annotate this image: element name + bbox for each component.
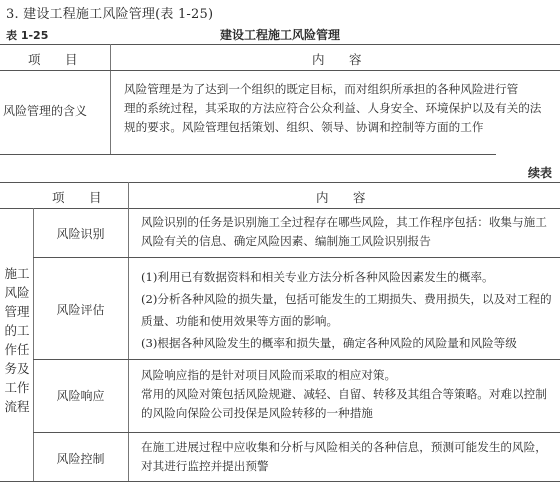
table1-header-rule bbox=[0, 70, 560, 71]
group-label-line: 工作 bbox=[4, 380, 30, 395]
table2-header-content: 内 容 bbox=[316, 190, 372, 205]
group-label-line: 流程 bbox=[4, 399, 30, 414]
content-line: 在施工进展过程中应收集和分析与风险相关的各种信息，预测可能发生的风险， bbox=[141, 440, 547, 454]
table2-top-rule bbox=[0, 182, 560, 183]
table1-top-rule bbox=[0, 44, 560, 45]
group-label bbox=[3, 264, 31, 416]
content-line: 对其进行监控并提出预警 bbox=[141, 459, 269, 473]
table2-group-divider bbox=[33, 208, 34, 482]
row-content-risk-identification bbox=[141, 213, 555, 251]
row-label-risk-response: 风险响应 bbox=[56, 389, 105, 403]
table1-header-content: 内 容 bbox=[312, 52, 368, 67]
content-line: 常用的风险对策包括风险规避、减轻、自留、转移及其组合等策略。对难以控制 bbox=[141, 387, 547, 401]
content-line: (3)根据各种风险发生的概率和损失量，确定各种风险的风险量和风险等级 bbox=[141, 336, 517, 350]
table1-row-label: 风险管理的含义 bbox=[3, 104, 88, 118]
row-label-risk-identification: 风险识别 bbox=[56, 227, 105, 241]
row-content-risk-control bbox=[141, 438, 555, 476]
table2-column-divider bbox=[128, 182, 129, 482]
row-label-risk-assessment: 风险评估 bbox=[56, 303, 105, 317]
table-caption: 建设工程施工风险管理 bbox=[219, 28, 340, 42]
content-line: (1)利用已有数据资料和相关专业方法分析各种风险因素发生的概率。 bbox=[141, 270, 494, 284]
section-heading: 3. 建设工程施工风险管理(表 1-25) bbox=[6, 7, 214, 22]
table2-header-item: 项 目 bbox=[52, 190, 108, 205]
group-label-line: 作任 bbox=[4, 342, 30, 357]
row-content-risk-response bbox=[141, 366, 555, 423]
group-label-line: 施工 bbox=[4, 266, 30, 281]
row-content-risk-assessment bbox=[141, 266, 555, 354]
group-label-line: 务及 bbox=[4, 361, 30, 376]
continued-label: 续表 bbox=[527, 166, 552, 180]
content-line: 质量、功能和使用效果等方面的影响。 bbox=[141, 314, 339, 328]
content-line: 的风险向保险公司投保是风险转移的一种措施 bbox=[141, 406, 373, 420]
table1-header-item: 项 目 bbox=[28, 52, 84, 67]
table1-column-divider bbox=[110, 44, 111, 155]
table1-content-line: 理的系统过程，其采取的方法应符合公众利益、人身安全、环境保护以及有关的法 bbox=[124, 101, 542, 115]
table1-row-content bbox=[124, 80, 554, 137]
content-line: 风险有关的信息、确定风险因素、编制施工风险识别报告 bbox=[141, 234, 431, 248]
group-label-line: 管理 bbox=[4, 304, 30, 319]
content-line: (2)分析各种风险的损失量，包括可能发生的工期损失、费用损失，以及对工程的 bbox=[141, 292, 552, 306]
content-line: 风险响应指的是针对项目风险而采取的相应对策。 bbox=[141, 368, 397, 382]
table-number: 表 1-25 bbox=[6, 29, 49, 42]
table1-bottom-rule bbox=[0, 154, 496, 155]
table2-header-rule bbox=[0, 208, 560, 209]
table2-row-rule bbox=[33, 359, 560, 360]
table1-content-line: 风险管理是为了达到一个组织的既定目标，而对组织所承担的各种风险进行管 bbox=[124, 82, 519, 96]
content-line: 风险识别的任务是识别施工全过程存在哪些风险，其工作程序包括：收集与施工 bbox=[141, 215, 547, 229]
table2-row-rule bbox=[33, 432, 560, 433]
group-label-line: 的工 bbox=[4, 323, 30, 338]
table2-row-rule bbox=[33, 257, 560, 258]
group-label-line: 风险 bbox=[4, 285, 30, 300]
table2-bottom-rule bbox=[0, 481, 560, 482]
row-label-risk-control: 风险控制 bbox=[56, 452, 105, 466]
table1-content-line: 规的要求。风险管理包括策划、组织、领导、协调和控制等方面的工作 bbox=[124, 120, 484, 134]
